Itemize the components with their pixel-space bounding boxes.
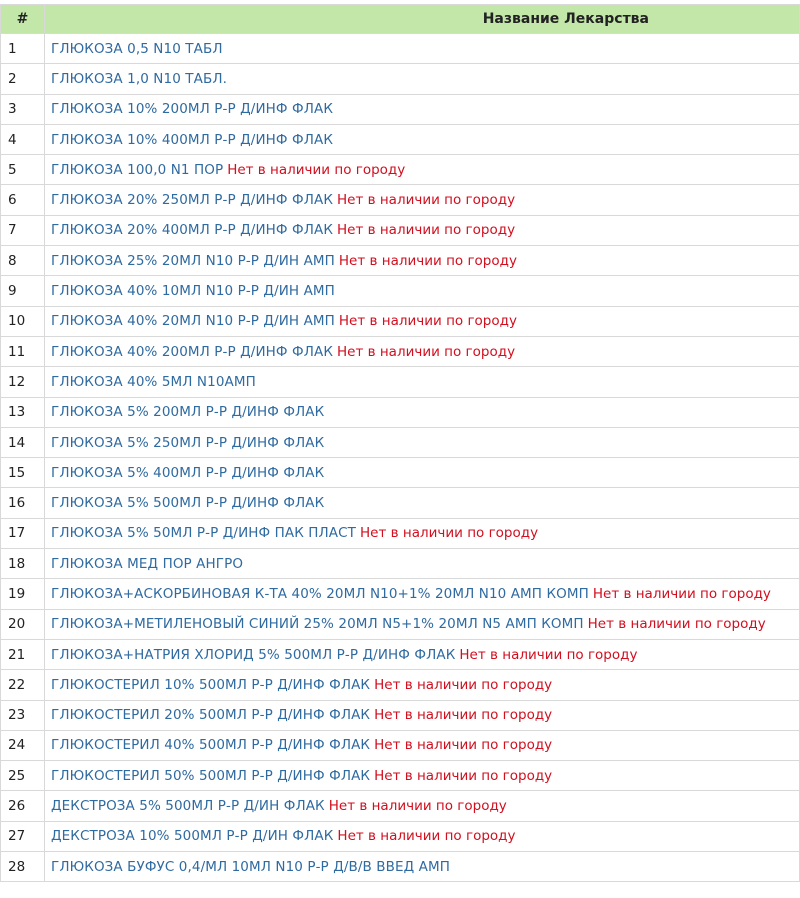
row-number: 13: [1, 397, 45, 427]
drug-link[interactable]: ГЛЮКОЗА БУФУС 0,4/МЛ 10МЛ N10 Р-Р Д/В/В ВВЕД АМП: [51, 858, 450, 875]
availability-status: Нет в наличии по городу: [360, 525, 539, 542]
drug-link[interactable]: ГЛЮКОЗА 20% 400МЛ Р-Р Д/ИНФ ФЛАК: [51, 222, 333, 239]
availability-status: Нет в наличии по городу: [337, 828, 516, 845]
row-number: 3: [1, 94, 45, 124]
drug-link[interactable]: ГЛЮКОСТЕРИЛ 20% 500МЛ Р-Р Д/ИНФ ФЛАК: [51, 707, 371, 724]
drug-link[interactable]: ГЛЮКОЗА 40% 10МЛ N10 Р-Р Д/ИН АМП: [51, 283, 335, 300]
drug-link[interactable]: ГЛЮКОЗА 5% 400МЛ Р-Р Д/ИНФ ФЛАК: [51, 464, 325, 481]
drug-link[interactable]: ГЛЮКОЗА 40% 5МЛ N10АМП: [51, 373, 256, 390]
drug-name-cell: [45, 821, 800, 851]
drug-name-cell: [45, 549, 800, 579]
row-number: 26: [1, 791, 45, 821]
availability-status: Нет в наличии по городу: [459, 646, 638, 663]
availability-status: Нет в наличии по городу: [337, 192, 516, 209]
table-row: [1, 579, 800, 609]
availability-status: Нет в наличии по городу: [328, 798, 507, 815]
row-number: 22: [1, 670, 45, 700]
row-number: 16: [1, 488, 45, 518]
availability-status: Нет в наличии по городу: [374, 707, 553, 724]
row-number: 14: [1, 427, 45, 457]
row-number: 18: [1, 549, 45, 579]
table-row: [1, 791, 800, 821]
availability-status: Нет в наличии по городу: [587, 616, 766, 633]
drug-name-cell: [45, 639, 800, 669]
row-number: 21: [1, 639, 45, 669]
row-number: 20: [1, 609, 45, 639]
availability-status: Нет в наличии по городу: [374, 676, 553, 693]
drug-link[interactable]: ГЛЮКОСТЕРИЛ 50% 500МЛ Р-Р Д/ИНФ ФЛАК: [51, 767, 371, 784]
table-row: [1, 276, 800, 306]
table-row: [1, 306, 800, 336]
drug-link[interactable]: ДЕКСТРОЗА 5% 500МЛ Р-Р Д/ИН ФЛАК: [51, 798, 325, 815]
drug-name-cell: [45, 579, 800, 609]
row-number: 11: [1, 336, 45, 366]
table-row: [1, 549, 800, 579]
drug-name-cell: [45, 761, 800, 791]
drug-link[interactable]: ДЕКСТРОЗА 10% 500МЛ Р-Р Д/ИН ФЛАК: [51, 828, 334, 845]
table-header: [1, 5, 800, 34]
drug-name-cell: [45, 609, 800, 639]
table-row: [1, 336, 800, 366]
row-number: 9: [1, 276, 45, 306]
drug-name-cell: [45, 276, 800, 306]
availability-status: Нет в наличии по городу: [337, 222, 516, 239]
table-row: [1, 670, 800, 700]
drug-name-cell: [45, 155, 800, 185]
availability-status: Нет в наличии по городу: [337, 343, 516, 360]
row-number: 8: [1, 246, 45, 276]
availability-status: Нет в наличии по городу: [374, 767, 553, 784]
column-header-drug-name[interactable]: Название Лекарства: [45, 5, 800, 34]
drug-link[interactable]: ГЛЮКОСТЕРИЛ 10% 500МЛ Р-Р Д/ИНФ ФЛАК: [51, 676, 371, 693]
row-number: 7: [1, 215, 45, 245]
drug-link[interactable]: ГЛЮКОЗА 0,5 N10 ТАБЛ: [51, 40, 223, 57]
row-number: 10: [1, 306, 45, 336]
drug-name-cell: [45, 458, 800, 488]
table-row: [1, 94, 800, 124]
table-row: [1, 246, 800, 276]
drug-link[interactable]: ГЛЮКОЗА 40% 20МЛ N10 Р-Р Д/ИН АМП: [51, 313, 335, 330]
row-number: 15: [1, 458, 45, 488]
row-number: 6: [1, 185, 45, 215]
drug-link[interactable]: ГЛЮКОЗА МЕД ПОР АНГРО: [51, 555, 244, 572]
row-number: 5: [1, 155, 45, 185]
drug-link[interactable]: ГЛЮКОЗА 5% 250МЛ Р-Р Д/ИНФ ФЛАК: [51, 434, 325, 451]
table-row: [1, 730, 800, 760]
table-row: [1, 34, 800, 64]
table-body: [1, 34, 800, 882]
drug-link[interactable]: ГЛЮКОЗА 5% 200МЛ Р-Р Д/ИНФ ФЛАК: [51, 404, 325, 421]
drug-name-cell: [45, 336, 800, 366]
drug-link[interactable]: ГЛЮКОЗА+АСКОРБИНОВАЯ К-ТА 40% 20МЛ N10+1% 20МЛ N10 АМП КОМП: [51, 585, 589, 602]
table-row: [1, 852, 800, 882]
drug-name-cell: [45, 518, 800, 548]
table-row: [1, 458, 800, 488]
table-row: [1, 124, 800, 154]
drug-link[interactable]: ГЛЮКОЗА+НАТРИЯ ХЛОРИД 5% 500МЛ Р-Р Д/ИНФ ФЛАК: [51, 646, 456, 663]
row-number: 17: [1, 518, 45, 548]
drug-name-cell: [45, 124, 800, 154]
drug-link[interactable]: ГЛЮКОЗА+МЕТИЛЕНОВЫЙ СИНИЙ 25% 20МЛ N5+1% 20МЛ N5 АМП КОМП: [51, 616, 584, 633]
availability-status: Нет в наличии по городу: [338, 252, 517, 269]
drug-link[interactable]: ГЛЮКОЗА 5% 50МЛ Р-Р Д/ИНФ ПАК ПЛАСТ: [51, 525, 357, 542]
drug-name-cell: [45, 427, 800, 457]
availability-status: Нет в наличии по городу: [227, 161, 406, 178]
table-row: [1, 761, 800, 791]
drug-link[interactable]: ГЛЮКОЗА 100,0 N1 ПОР: [51, 161, 224, 178]
row-number: 12: [1, 367, 45, 397]
table-row: [1, 609, 800, 639]
row-number: 28: [1, 852, 45, 882]
table-row: [1, 518, 800, 548]
table-row: [1, 488, 800, 518]
availability-status: Нет в наличии по городу: [374, 737, 553, 754]
row-number: 24: [1, 730, 45, 760]
table-row: [1, 700, 800, 730]
header-row: [1, 5, 800, 34]
drug-link[interactable]: ГЛЮКОЗА 10% 400МЛ Р-Р Д/ИНФ ФЛАК: [51, 131, 333, 148]
drug-name-cell: [45, 700, 800, 730]
drug-name-cell: [45, 670, 800, 700]
drug-name-cell: [45, 64, 800, 94]
table-row: [1, 397, 800, 427]
availability-status: Нет в наличии по городу: [592, 585, 771, 602]
drug-name-cell: [45, 246, 800, 276]
drug-name-cell: [45, 791, 800, 821]
table-row: [1, 639, 800, 669]
drug-link[interactable]: ГЛЮКОЗА 5% 500МЛ Р-Р Д/ИНФ ФЛАК: [51, 495, 325, 512]
drug-name-cell: [45, 730, 800, 760]
row-number: 1: [1, 34, 45, 64]
table-row: [1, 367, 800, 397]
row-number: 2: [1, 64, 45, 94]
table-row: [1, 821, 800, 851]
drug-name-cell: [45, 367, 800, 397]
row-number: 19: [1, 579, 45, 609]
drug-name-cell: [45, 397, 800, 427]
drug-link[interactable]: ГЛЮКОЗА 25% 20МЛ N10 Р-Р Д/ИН АМП: [51, 252, 335, 269]
drug-link[interactable]: ГЛЮКОЗА 1,0 N10 ТАБЛ.: [51, 70, 227, 87]
drug-link[interactable]: ГЛЮКОЗА 20% 250МЛ Р-Р Д/ИНФ ФЛАК: [51, 192, 333, 209]
drug-link[interactable]: ГЛЮКОСТЕРИЛ 40% 500МЛ Р-Р Д/ИНФ ФЛАК: [51, 737, 371, 754]
row-number: 27: [1, 821, 45, 851]
drug-name-cell: [45, 34, 800, 64]
row-number: 4: [1, 124, 45, 154]
table-row: [1, 155, 800, 185]
drug-name-cell: [45, 94, 800, 124]
table-row: [1, 427, 800, 457]
row-number: 23: [1, 700, 45, 730]
drug-link[interactable]: ГЛЮКОЗА 10% 200МЛ Р-Р Д/ИНФ ФЛАК: [51, 101, 333, 118]
drug-table: [0, 4, 800, 882]
table-row: [1, 185, 800, 215]
column-header-number: #: [1, 5, 45, 34]
drug-link[interactable]: ГЛЮКОЗА 40% 200МЛ Р-Р Д/ИНФ ФЛАК: [51, 343, 333, 360]
availability-status: Нет в наличии по городу: [338, 313, 517, 330]
drug-name-cell: [45, 306, 800, 336]
drug-name-cell: [45, 185, 800, 215]
drug-name-cell: [45, 488, 800, 518]
drug-name-cell: [45, 852, 800, 882]
drug-name-cell: [45, 215, 800, 245]
table-row: [1, 64, 800, 94]
row-number: 25: [1, 761, 45, 791]
table-row: [1, 215, 800, 245]
